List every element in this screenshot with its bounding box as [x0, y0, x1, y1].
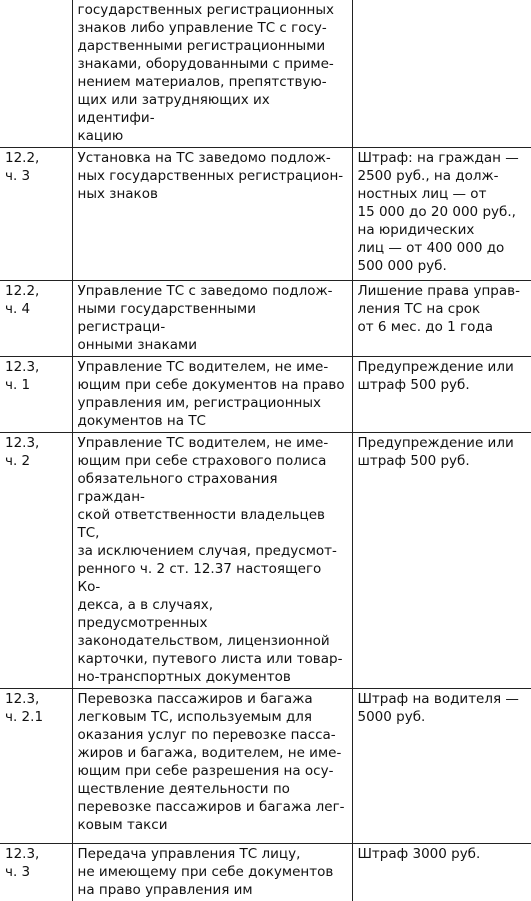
description-cell: Передача управления ТС лицу, не имеющему при себе документов на право управления им: [72, 844, 352, 901]
article-cell: 12.3, ч. 2: [0, 433, 72, 689]
penalty-cell: Лишение права управ- ления ТС на срок от 6 мес. до 1 года: [352, 281, 531, 357]
table-row: [0, 689, 531, 844]
table-row: [0, 357, 531, 433]
description-cell: Управление ТС с заведомо подлож- ными государственными регистраци- онными знаками: [72, 281, 352, 357]
penalty-cell: Штраф 3000 руб.: [352, 844, 531, 901]
table-row: [0, 433, 531, 689]
penalty-cell: [352, 0, 531, 148]
table-row: [0, 148, 531, 281]
table-row: [0, 281, 531, 357]
description-cell: Управление ТС водителем, не име- ющим при себе страхового полиса обязательного страхования граждан- ской ответственности владельцев ТС, за исключением случая, предусмот- ренного ч. 2 ст. 12.37 настоящего Ко- декса, а в случаях, предусмотренных законодательством, лицензионной карточки, путевого листа или товар- но-транспортных документов: [72, 433, 352, 689]
article-cell: 12.2, ч. 3: [0, 148, 72, 281]
article-cell: 12.2, ч. 4: [0, 281, 72, 357]
article-cell: 12.3, ч. 3: [0, 844, 72, 901]
penalty-cell: Штраф на водителя — 5000 руб.: [352, 689, 531, 844]
description-cell: государственных регистрационных знаков либо управление ТС с госу- дарственными регистрационными знаками, оборудованными с приме- нением материалов, препятствую- щих или затрудняющих их идентифи- кацию: [72, 0, 352, 148]
penalty-cell: Предупреждение или штраф 500 руб.: [352, 357, 531, 433]
description-cell: Установка на ТС заведомо подлож- ных государственных регистрацион- ных знаков: [72, 148, 352, 281]
penalty-cell: Предупреждение или штраф 500 руб.: [352, 433, 531, 689]
table-row: [0, 844, 531, 901]
article-cell: 12.3, ч. 1: [0, 357, 72, 433]
penalty-cell: Штраф: на граждан — 2500 руб., на долж- ностных лиц — от 15 000 до 20 000 руб., на юридических лиц — от 400 000 до 500 000 руб.: [352, 148, 531, 281]
article-cell: [0, 0, 72, 148]
description-cell: Перевозка пассажиров и багажа легковым ТС, используемым для оказания услуг по перевозке пасса- жиров и багажа, водителем, не име- ющим при себе разрешения на осу- ществление деятельности по перевозке пассажиров и багажа лег- ковым такси: [72, 689, 352, 844]
article-cell: 12.3, ч. 2.1: [0, 689, 72, 844]
description-cell: Управление ТС водителем, не име- ющим при себе документов на право управления им, регистрационных документов на ТС: [72, 357, 352, 433]
table-row: [0, 0, 531, 148]
